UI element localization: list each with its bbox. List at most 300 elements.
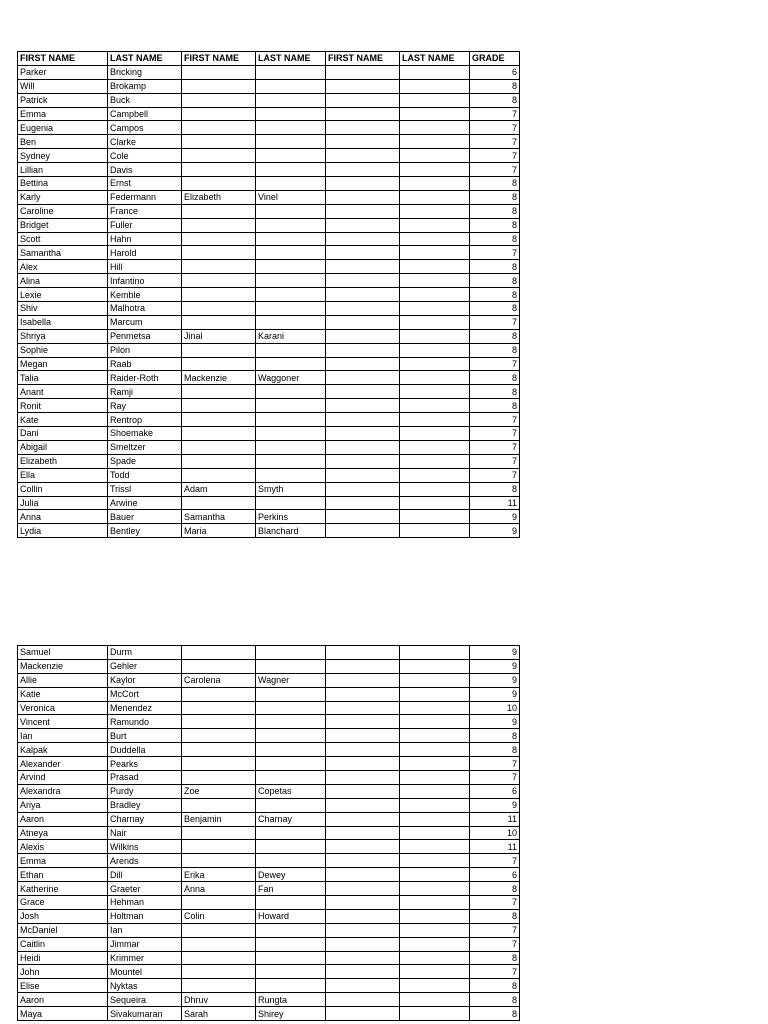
grade-cell: 10 xyxy=(470,701,520,715)
table-row xyxy=(18,496,520,510)
last-name-cell: Bentley xyxy=(108,524,182,538)
last-name-3-cell xyxy=(400,121,470,135)
last-name-cell: Pearks xyxy=(108,757,182,771)
last-name-2-cell xyxy=(256,246,326,260)
grade-cell: 10 xyxy=(470,826,520,840)
last-name-2-cell xyxy=(256,260,326,274)
first-name-3-cell xyxy=(326,343,400,357)
first-name-cell: Elise xyxy=(18,979,108,993)
first-name-2-cell xyxy=(182,440,256,454)
last-name-cell: Shoemake xyxy=(108,427,182,441)
table-row xyxy=(18,427,520,441)
grade-cell: 8 xyxy=(470,218,520,232)
first-name-3-cell xyxy=(326,868,400,882)
last-name-cell: Mountel xyxy=(108,965,182,979)
last-name-2-cell xyxy=(256,701,326,715)
first-name-cell: Shiv xyxy=(18,302,108,316)
last-name-2-cell xyxy=(256,65,326,79)
grade-cell: 8 xyxy=(470,79,520,93)
grade-cell: 8 xyxy=(470,482,520,496)
first-name-3-cell xyxy=(326,468,400,482)
header-grade: GRADE xyxy=(470,52,520,66)
header-first-name-2: FIRST NAME xyxy=(182,52,256,66)
last-name-3-cell xyxy=(400,260,470,274)
first-name-cell: Samuel xyxy=(18,646,108,660)
last-name-3-cell xyxy=(400,909,470,923)
first-name-cell: Sophie xyxy=(18,343,108,357)
last-name-3-cell xyxy=(400,440,470,454)
last-name-cell: Raider-Roth xyxy=(108,371,182,385)
last-name-cell: Hehman xyxy=(108,896,182,910)
last-name-2-cell: Waggoner xyxy=(256,371,326,385)
last-name-2-cell xyxy=(256,659,326,673)
grade-cell: 8 xyxy=(470,1007,520,1021)
first-name-3-cell xyxy=(326,771,400,785)
first-name-2-cell xyxy=(182,135,256,149)
grade-cell: 7 xyxy=(470,771,520,785)
first-name-2-cell xyxy=(182,454,256,468)
last-name-2-cell xyxy=(256,896,326,910)
last-name-cell: Ernst xyxy=(108,177,182,191)
grade-cell: 6 xyxy=(470,868,520,882)
last-name-2-cell xyxy=(256,163,326,177)
first-name-cell: Julia xyxy=(18,496,108,510)
last-name-2-cell: Rungta xyxy=(256,993,326,1007)
first-name-3-cell xyxy=(326,909,400,923)
last-name-2-cell: Charnay xyxy=(256,812,326,826)
table-row xyxy=(18,274,520,288)
last-name-3-cell xyxy=(400,826,470,840)
first-name-cell: Alexis xyxy=(18,840,108,854)
last-name-cell: Durm xyxy=(108,646,182,660)
first-name-2-cell xyxy=(182,274,256,288)
first-name-3-cell xyxy=(326,288,400,302)
last-name-3-cell xyxy=(400,840,470,854)
first-name-2-cell xyxy=(182,260,256,274)
first-name-3-cell xyxy=(326,784,400,798)
last-name-cell: Pilon xyxy=(108,343,182,357)
last-name-cell: McCort xyxy=(108,687,182,701)
last-name-3-cell xyxy=(400,965,470,979)
table-row xyxy=(18,757,520,771)
last-name-2-cell: Howard xyxy=(256,909,326,923)
last-name-cell: Spade xyxy=(108,454,182,468)
first-name-2-cell xyxy=(182,826,256,840)
first-name-3-cell xyxy=(326,646,400,660)
table-row xyxy=(18,93,520,107)
grade-cell: 7 xyxy=(470,757,520,771)
last-name-cell: Sivakumaran xyxy=(108,1007,182,1021)
grade-cell: 8 xyxy=(470,302,520,316)
last-name-3-cell xyxy=(400,510,470,524)
grade-cell: 7 xyxy=(470,440,520,454)
first-name-cell: Anna xyxy=(18,510,108,524)
grade-cell: 8 xyxy=(470,177,520,191)
last-name-3-cell xyxy=(400,246,470,260)
first-name-2-cell xyxy=(182,246,256,260)
last-name-2-cell xyxy=(256,288,326,302)
table-row xyxy=(18,468,520,482)
last-name-2-cell: Vinel xyxy=(256,190,326,204)
table-row xyxy=(18,260,520,274)
first-name-2-cell xyxy=(182,163,256,177)
table-row xyxy=(18,784,520,798)
table-row xyxy=(18,218,520,232)
first-name-3-cell xyxy=(326,510,400,524)
first-name-cell: Ben xyxy=(18,135,108,149)
last-name-2-cell xyxy=(256,965,326,979)
last-name-2-cell xyxy=(256,840,326,854)
last-name-cell: Arwine xyxy=(108,496,182,510)
first-name-2-cell xyxy=(182,399,256,413)
last-name-2-cell xyxy=(256,646,326,660)
last-name-3-cell xyxy=(400,784,470,798)
grade-cell: 8 xyxy=(470,329,520,343)
last-name-cell: Nair xyxy=(108,826,182,840)
first-name-2-cell xyxy=(182,701,256,715)
first-name-cell: Elizabeth xyxy=(18,454,108,468)
first-name-cell: Talia xyxy=(18,371,108,385)
table-row xyxy=(18,854,520,868)
last-name-3-cell xyxy=(400,399,470,413)
last-name-3-cell xyxy=(400,93,470,107)
last-name-cell: Ramji xyxy=(108,385,182,399)
last-name-3-cell xyxy=(400,177,470,191)
last-name-cell: Ian xyxy=(108,923,182,937)
last-name-2-cell xyxy=(256,715,326,729)
last-name-2-cell xyxy=(256,232,326,246)
header-first-name-3: FIRST NAME xyxy=(326,52,400,66)
grade-cell: 8 xyxy=(470,260,520,274)
first-name-2-cell: Elizabeth xyxy=(182,190,256,204)
first-name-2-cell: Carolena xyxy=(182,673,256,687)
first-name-2-cell: Maria xyxy=(182,524,256,538)
last-name-3-cell xyxy=(400,729,470,743)
table-row xyxy=(18,329,520,343)
last-name-3-cell xyxy=(400,204,470,218)
first-name-cell: Mackenzie xyxy=(18,659,108,673)
first-name-3-cell xyxy=(326,854,400,868)
first-name-cell: Lillian xyxy=(18,163,108,177)
grade-cell: 7 xyxy=(470,149,520,163)
table-row xyxy=(18,163,520,177)
grade-cell: 8 xyxy=(470,385,520,399)
first-name-cell: Will xyxy=(18,79,108,93)
first-name-cell: Katherine xyxy=(18,882,108,896)
last-name-cell: Todd xyxy=(108,468,182,482)
header-row xyxy=(18,52,520,66)
last-name-cell: Rentrop xyxy=(108,413,182,427)
first-name-2-cell xyxy=(182,896,256,910)
grade-cell: 9 xyxy=(470,510,520,524)
first-name-3-cell xyxy=(326,274,400,288)
first-name-3-cell xyxy=(326,260,400,274)
first-name-2-cell xyxy=(182,218,256,232)
first-name-2-cell xyxy=(182,357,256,371)
first-name-cell: Maya xyxy=(18,1007,108,1021)
last-name-2-cell: Karani xyxy=(256,329,326,343)
last-name-2-cell: Smyth xyxy=(256,482,326,496)
table-row xyxy=(18,771,520,785)
last-name-2-cell xyxy=(256,757,326,771)
last-name-3-cell xyxy=(400,646,470,660)
last-name-3-cell xyxy=(400,882,470,896)
last-name-cell: Raab xyxy=(108,357,182,371)
last-name-2-cell xyxy=(256,79,326,93)
table-row xyxy=(18,923,520,937)
grade-cell: 7 xyxy=(470,427,520,441)
grade-cell: 8 xyxy=(470,743,520,757)
first-name-cell: Parker xyxy=(18,65,108,79)
last-name-2-cell xyxy=(256,798,326,812)
last-name-3-cell xyxy=(400,218,470,232)
table-row xyxy=(18,524,520,538)
last-name-2-cell xyxy=(256,274,326,288)
first-name-3-cell xyxy=(326,937,400,951)
first-name-cell: Caroline xyxy=(18,204,108,218)
first-name-2-cell xyxy=(182,743,256,757)
roster-body-top xyxy=(18,65,520,537)
last-name-cell: Penmetsa xyxy=(108,329,182,343)
first-name-2-cell xyxy=(182,149,256,163)
grade-cell: 7 xyxy=(470,896,520,910)
first-name-3-cell xyxy=(326,385,400,399)
first-name-2-cell xyxy=(182,757,256,771)
table-row xyxy=(18,190,520,204)
grade-cell: 7 xyxy=(470,854,520,868)
first-name-2-cell xyxy=(182,951,256,965)
first-name-2-cell xyxy=(182,79,256,93)
first-name-3-cell xyxy=(326,729,400,743)
table-row xyxy=(18,798,520,812)
first-name-cell: Atneya xyxy=(18,826,108,840)
last-name-2-cell xyxy=(256,93,326,107)
last-name-3-cell xyxy=(400,798,470,812)
table-row xyxy=(18,896,520,910)
first-name-cell: Katie xyxy=(18,687,108,701)
first-name-2-cell xyxy=(182,687,256,701)
last-name-2-cell xyxy=(256,923,326,937)
last-name-3-cell xyxy=(400,302,470,316)
table-row xyxy=(18,149,520,163)
first-name-2-cell xyxy=(182,646,256,660)
last-name-2-cell xyxy=(256,496,326,510)
last-name-cell: Brokamp xyxy=(108,79,182,93)
last-name-cell: Arends xyxy=(108,854,182,868)
first-name-cell: Megan xyxy=(18,357,108,371)
last-name-3-cell xyxy=(400,288,470,302)
last-name-3-cell xyxy=(400,868,470,882)
last-name-2-cell xyxy=(256,218,326,232)
table-row xyxy=(18,646,520,660)
last-name-2-cell xyxy=(256,413,326,427)
last-name-3-cell xyxy=(400,274,470,288)
first-name-2-cell: Sarah xyxy=(182,1007,256,1021)
table-row xyxy=(18,65,520,79)
grade-cell: 8 xyxy=(470,399,520,413)
grade-cell: 7 xyxy=(470,923,520,937)
table-row xyxy=(18,385,520,399)
roster-table-top xyxy=(17,51,520,538)
last-name-2-cell xyxy=(256,440,326,454)
first-name-3-cell xyxy=(326,496,400,510)
last-name-3-cell xyxy=(400,329,470,343)
grade-cell: 7 xyxy=(470,246,520,260)
first-name-3-cell xyxy=(326,798,400,812)
first-name-cell: Karly xyxy=(18,190,108,204)
table-row xyxy=(18,659,520,673)
last-name-cell: Jimmar xyxy=(108,937,182,951)
first-name-3-cell xyxy=(326,149,400,163)
last-name-cell: Bricking xyxy=(108,65,182,79)
first-name-cell: Patrick xyxy=(18,93,108,107)
grade-cell: 7 xyxy=(470,357,520,371)
first-name-cell: Emma xyxy=(18,107,108,121)
first-name-cell: Bridget xyxy=(18,218,108,232)
last-name-cell: Bauer xyxy=(108,510,182,524)
last-name-3-cell xyxy=(400,715,470,729)
first-name-3-cell xyxy=(326,218,400,232)
last-name-2-cell: Shirey xyxy=(256,1007,326,1021)
last-name-3-cell xyxy=(400,413,470,427)
last-name-2-cell: Perkins xyxy=(256,510,326,524)
last-name-3-cell xyxy=(400,190,470,204)
first-name-3-cell xyxy=(326,1007,400,1021)
last-name-2-cell: Wagner xyxy=(256,673,326,687)
last-name-2-cell xyxy=(256,177,326,191)
table-row xyxy=(18,177,520,191)
first-name-cell: John xyxy=(18,965,108,979)
first-name-3-cell xyxy=(326,896,400,910)
grade-cell: 7 xyxy=(470,135,520,149)
first-name-3-cell xyxy=(326,163,400,177)
table-row xyxy=(18,868,520,882)
grade-cell: 9 xyxy=(470,687,520,701)
first-name-2-cell: Dhruv xyxy=(182,993,256,1007)
first-name-3-cell xyxy=(326,840,400,854)
last-name-cell: Hahn xyxy=(108,232,182,246)
table-row xyxy=(18,121,520,135)
last-name-cell: Menendez xyxy=(108,701,182,715)
last-name-cell: Dill xyxy=(108,868,182,882)
table-row xyxy=(18,107,520,121)
last-name-cell: Gehler xyxy=(108,659,182,673)
table-row xyxy=(18,743,520,757)
last-name-3-cell xyxy=(400,951,470,965)
table-row xyxy=(18,715,520,729)
first-name-2-cell xyxy=(182,343,256,357)
table-row xyxy=(18,371,520,385)
last-name-2-cell xyxy=(256,979,326,993)
first-name-2-cell xyxy=(182,840,256,854)
first-name-3-cell xyxy=(326,357,400,371)
last-name-3-cell xyxy=(400,343,470,357)
first-name-3-cell xyxy=(326,177,400,191)
first-name-2-cell: Samantha xyxy=(182,510,256,524)
last-name-3-cell xyxy=(400,673,470,687)
last-name-2-cell xyxy=(256,399,326,413)
grade-cell: 8 xyxy=(470,729,520,743)
first-name-cell: Ethan xyxy=(18,868,108,882)
last-name-cell: Fuller xyxy=(108,218,182,232)
header-first-name-1: FIRST NAME xyxy=(18,52,108,66)
grade-cell: 8 xyxy=(470,288,520,302)
last-name-2-cell xyxy=(256,687,326,701)
grade-cell: 11 xyxy=(470,496,520,510)
grade-cell: 7 xyxy=(470,937,520,951)
first-name-3-cell xyxy=(326,524,400,538)
first-name-3-cell xyxy=(326,413,400,427)
table-row xyxy=(18,315,520,329)
last-name-2-cell xyxy=(256,149,326,163)
first-name-3-cell xyxy=(326,93,400,107)
last-name-3-cell xyxy=(400,659,470,673)
grade-cell: 11 xyxy=(470,840,520,854)
first-name-cell: Ariya xyxy=(18,798,108,812)
first-name-3-cell xyxy=(326,232,400,246)
last-name-3-cell xyxy=(400,896,470,910)
first-name-2-cell xyxy=(182,771,256,785)
first-name-cell: Heidi xyxy=(18,951,108,965)
first-name-3-cell xyxy=(326,190,400,204)
first-name-cell: Veronica xyxy=(18,701,108,715)
grade-cell: 7 xyxy=(470,315,520,329)
table-row xyxy=(18,135,520,149)
first-name-3-cell xyxy=(326,673,400,687)
first-name-2-cell xyxy=(182,107,256,121)
first-name-3-cell xyxy=(326,951,400,965)
header-last-name-3: LAST NAME xyxy=(400,52,470,66)
first-name-cell: Lydia xyxy=(18,524,108,538)
last-name-cell: Smeltzer xyxy=(108,440,182,454)
table-row xyxy=(18,357,520,371)
last-name-cell: Clarke xyxy=(108,135,182,149)
last-name-3-cell xyxy=(400,65,470,79)
first-name-3-cell xyxy=(326,715,400,729)
first-name-3-cell xyxy=(326,979,400,993)
last-name-cell: Cole xyxy=(108,149,182,163)
first-name-3-cell xyxy=(326,135,400,149)
table-row xyxy=(18,399,520,413)
first-name-cell: Lexie xyxy=(18,288,108,302)
first-name-2-cell xyxy=(182,965,256,979)
first-name-3-cell xyxy=(326,882,400,896)
grade-cell: 8 xyxy=(470,979,520,993)
last-name-2-cell xyxy=(256,315,326,329)
last-name-3-cell xyxy=(400,687,470,701)
last-name-2-cell xyxy=(256,427,326,441)
first-name-2-cell xyxy=(182,385,256,399)
first-name-2-cell: Colin xyxy=(182,909,256,923)
table-row xyxy=(18,812,520,826)
last-name-3-cell xyxy=(400,232,470,246)
grade-cell: 9 xyxy=(470,673,520,687)
last-name-cell: Krimmer xyxy=(108,951,182,965)
grade-cell: 8 xyxy=(470,190,520,204)
grade-cell: 8 xyxy=(470,993,520,1007)
grade-cell: 8 xyxy=(470,882,520,896)
last-name-3-cell xyxy=(400,993,470,1007)
first-name-cell: Scott xyxy=(18,232,108,246)
last-name-cell: Sequeira xyxy=(108,993,182,1007)
first-name-2-cell xyxy=(182,427,256,441)
table-row xyxy=(18,882,520,896)
last-name-cell: Purdy xyxy=(108,784,182,798)
first-name-2-cell xyxy=(182,413,256,427)
first-name-3-cell xyxy=(326,204,400,218)
last-name-cell: Bradley xyxy=(108,798,182,812)
first-name-2-cell xyxy=(182,315,256,329)
